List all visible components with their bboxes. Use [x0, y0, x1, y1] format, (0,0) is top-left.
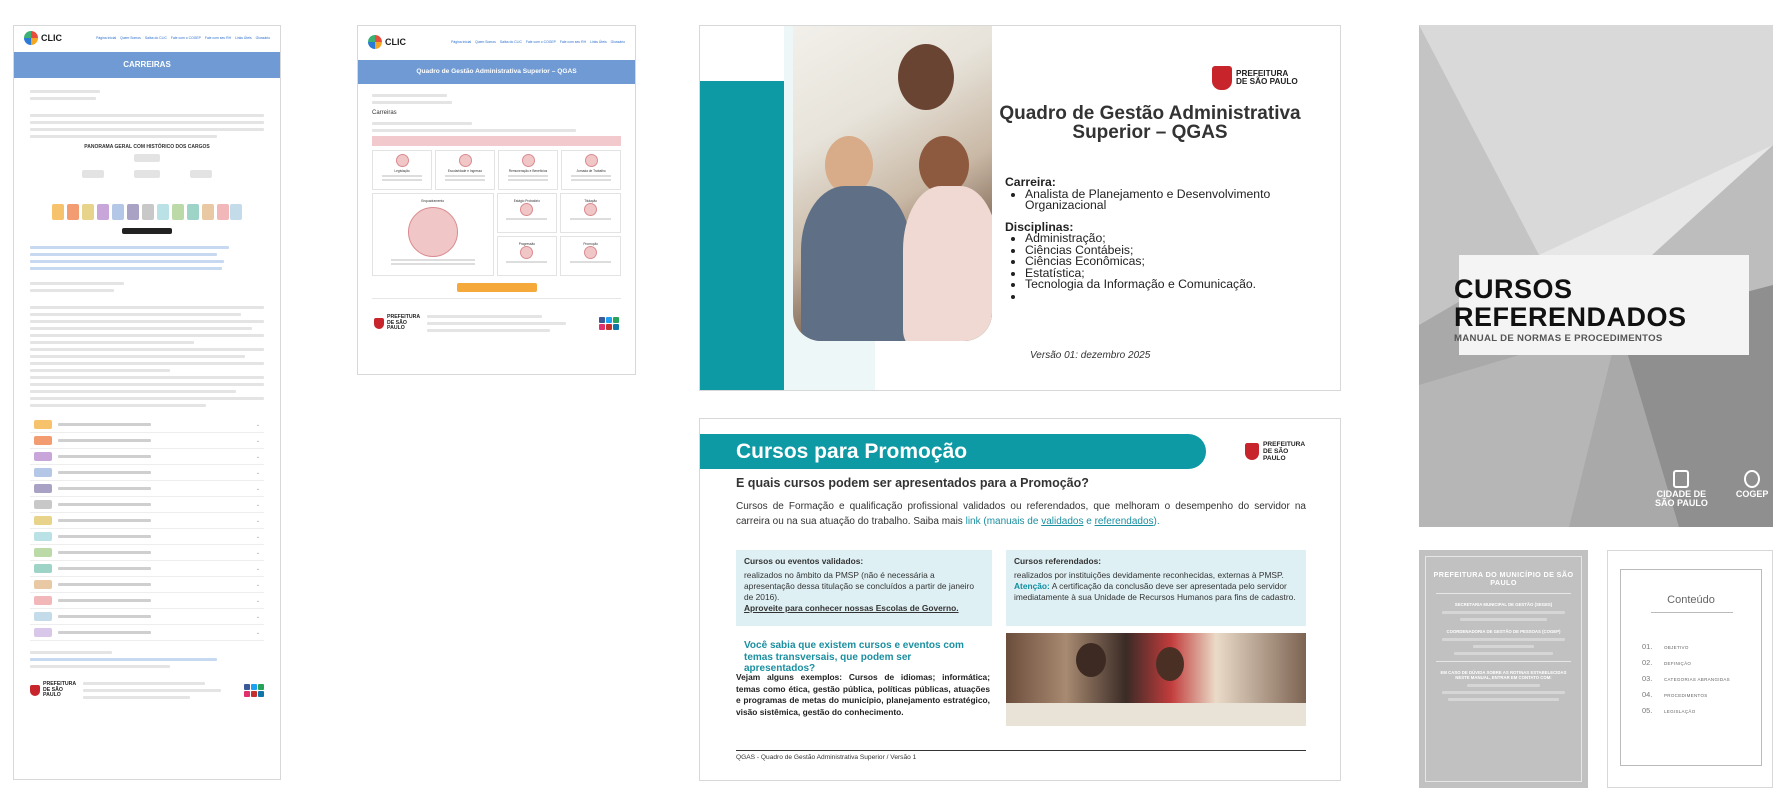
box-title: Cursos referendados: — [1014, 556, 1102, 566]
accordion-row[interactable] — [30, 545, 264, 561]
prefeitura-logo[interactable]: PREFEITURA DE SÃO PAULO — [1212, 66, 1298, 90]
bar-chart-icon — [520, 246, 533, 259]
page-banner: CARREIRAS — [14, 52, 280, 78]
did-you-know-title: Você sabia que existem cursos e eventos com temas transversais, que podem ser apresentados? — [744, 640, 964, 674]
disciplina-item: • Tecnologia da Informação e Comunicação. — [1025, 279, 1325, 291]
referendados-box: Cursos referendados: realizados por instituições devidamente reconhecidas, externas à PMSP. Atenção: A certificação da conclusão deve ser apresentada pelo servidor imediatamente à sua Unidade de Recursos Humanos para fins de cadastro. — [1006, 550, 1306, 626]
accordion-row[interactable] — [30, 513, 264, 529]
linkedin-icon[interactable] — [613, 324, 619, 330]
org-node — [97, 204, 109, 220]
person-figure — [903, 186, 992, 341]
cover-subtitle: MANUAL DE NORMAS E PROCEDIMENTOS — [1454, 333, 1663, 344]
clic-logo-icon — [368, 35, 382, 49]
manual-cover[interactable] — [1419, 25, 1773, 527]
sp-crest-icon — [1212, 66, 1232, 90]
accordion-label — [58, 487, 151, 490]
info-cards — [358, 150, 635, 190]
document-icon — [459, 154, 472, 167]
prefeitura-logo[interactable]: PREFEITURA DE SÃO PAULO — [30, 682, 75, 698]
accordion-row[interactable] — [30, 609, 264, 625]
career-tag-icon — [34, 596, 52, 605]
nav-link[interactable]: Fale com seu RH — [559, 40, 587, 44]
org-node — [52, 204, 64, 220]
site-header — [14, 26, 280, 50]
chart-title: PANORAMA GERAL COM HISTÓRICO DOS CARGOS — [84, 144, 210, 150]
disciplina-item — [1025, 291, 1325, 303]
cover-logos — [1655, 470, 1768, 508]
accordion-label — [58, 551, 151, 554]
whatsapp-icon[interactable] — [258, 684, 264, 690]
org-node — [67, 204, 79, 220]
career-tag-icon — [34, 564, 52, 573]
accordion-label — [58, 503, 151, 506]
carreira-list — [1025, 186, 1325, 212]
divider — [1436, 593, 1571, 594]
page-footer — [358, 305, 635, 342]
section-heading: SECRETARIA MUNICIPAL DE GESTÃO (SEGES) — [1454, 602, 1553, 607]
escolas-link[interactable]: Aproveite para conhecer nossas Escolas de Governo. — [744, 603, 959, 613]
top-nav — [451, 40, 625, 44]
career-tag-icon — [34, 484, 52, 493]
accordion-row[interactable] — [30, 561, 264, 577]
career-tag-icon — [34, 436, 52, 445]
card-enquadramento[interactable]: Enquadramento — [372, 193, 494, 276]
page-frame — [1620, 569, 1762, 766]
footer-text — [83, 678, 236, 703]
did-you-know-text: Vejam alguns exemplos: Cursos de idiomas; informática; temas como ética, gestão pública, políticas públicas, atuações e programas de metas do município, planejamento estratégico, visão sistêmica, gestão do conhecimento. — [736, 672, 991, 717]
chevron-down-icon: ⌄ — [255, 629, 261, 636]
org-node — [157, 204, 169, 220]
desk-shape — [1006, 703, 1306, 726]
nav-link[interactable]: Saiba do CLIC — [499, 40, 522, 44]
card-promocao[interactable]: Promoção — [560, 236, 621, 276]
disciplina-item: • Ciências Econômicas; — [1025, 256, 1325, 268]
card-escolaridade[interactable]: Escolaridade e Ingresso — [435, 150, 495, 190]
accordion-label — [58, 583, 151, 586]
chevron-down-icon: ⌄ — [255, 421, 261, 428]
accordion-label — [58, 519, 151, 522]
cover-photo — [793, 26, 992, 341]
manual-contents-page[interactable] — [1607, 550, 1773, 788]
page-title: PREFEITURA DO MUNICÍPIO DE SÃO PAULO — [1433, 570, 1574, 587]
accordion-row[interactable] — [30, 433, 264, 449]
site-header — [358, 30, 635, 54]
person-figure — [1156, 647, 1184, 681]
slide-body — [1005, 173, 1325, 302]
disciplina-item: • Estatística; — [1025, 268, 1325, 280]
cover-title: CURSOS REFERENDADOS — [1454, 274, 1687, 332]
checklist-icon — [520, 203, 533, 216]
slide-footer: QGAS - Quadro de Gestão Administrativa Superior / Versão 1 — [736, 750, 1306, 761]
slide-title: Quadro de Gestão Administrativa Superior – QGAS — [999, 103, 1301, 143]
chevron-down-icon: ⌄ — [255, 453, 261, 460]
alert-bar — [372, 136, 621, 146]
youtube-icon[interactable] — [251, 691, 257, 697]
graduation-icon — [584, 203, 597, 216]
section-heading: EM CASO DE DÚVIDA SOBRE AS ROTINAS ESTABELECIDAS NESTE MANUAL, ENTRAR EM CONTATO COM: — [1440, 670, 1567, 680]
money-icon — [522, 154, 535, 167]
accordion-row[interactable] — [30, 593, 264, 609]
prefeitura-logo[interactable]: PREFEITURA DE SÃO PAULO — [1245, 441, 1307, 462]
section-title: Carreiras — [372, 110, 397, 116]
toc-item[interactable]: 01. OBJETIVO — [1642, 642, 1689, 651]
twitter-icon[interactable] — [251, 684, 257, 690]
org-legend-bar — [122, 228, 172, 234]
career-tag-icon — [34, 532, 52, 541]
carreira-item: • Analista de Planejamento e Desenvolvimento Organizacional — [1025, 189, 1325, 212]
award-icon — [584, 246, 597, 259]
promo-intro: Cursos de Formação e qualificação profissional validados ou referendados, que melhoram o desempenho do servidor na carreira ou na sua atuação do trabalho. Saiba mais link (manuais de validados e referendados). — [736, 501, 1306, 527]
career-tag-icon — [34, 516, 52, 525]
validados-box: Cursos ou eventos validados: realizados no âmbito da PMSP (não é necessária a apresentação dessa titulação se concluídos a partir de janeiro de 2016). Aproveite para conhecer nossas Escolas de Governo. — [736, 550, 992, 626]
promo-question: E quais cursos podem ser apresentados para a Promoção? — [736, 476, 1089, 490]
instagram-icon[interactable] — [599, 324, 605, 330]
accordion-row[interactable] — [30, 625, 264, 641]
accordion-row[interactable] — [30, 481, 264, 497]
chevron-down-icon: ⌄ — [255, 501, 261, 508]
nav-link[interactable]: Links Úteis — [235, 36, 252, 40]
chevron-down-icon: ⌄ — [255, 485, 261, 492]
card-remuneracao[interactable]: Remuneração e Benefícios — [498, 150, 558, 190]
org-node — [187, 204, 199, 220]
accordion-label — [58, 471, 151, 474]
history-block — [14, 641, 280, 668]
contact-text — [1426, 684, 1581, 701]
org-node — [134, 154, 160, 162]
contents-title: Conteúdo — [1667, 594, 1715, 606]
nav-link[interactable]: Fale com o COGEP — [525, 40, 556, 44]
org-node — [82, 204, 94, 220]
city-crest-icon — [1673, 470, 1689, 488]
org-node — [190, 170, 212, 178]
toc-item[interactable]: 04. PROCEDIMENTOS — [1642, 690, 1708, 699]
social-links — [244, 684, 264, 697]
clic-logo-icon — [24, 31, 38, 45]
chevron-down-icon: ⌄ — [255, 613, 261, 620]
card-titulacao[interactable]: Titulação — [560, 193, 621, 233]
nav-link[interactable]: Página inicial — [451, 40, 472, 44]
address-text — [1426, 638, 1581, 655]
clic-logo[interactable]: CLIC — [368, 35, 406, 49]
accordion-label — [58, 439, 151, 442]
qgas-page-thumbnail[interactable] — [357, 25, 636, 375]
info-cards-large — [358, 190, 635, 279]
nav-link[interactable]: Glossário — [610, 40, 625, 44]
accordion-label — [58, 599, 151, 602]
scales-icon — [396, 154, 409, 167]
org-node — [142, 204, 154, 220]
cogep-logo[interactable]: COGEP — [1736, 470, 1769, 508]
sp-crest-icon — [1245, 443, 1259, 460]
links-block — [14, 236, 280, 407]
accordion-row[interactable] — [30, 465, 264, 481]
org-node — [112, 204, 124, 220]
person-figure — [801, 186, 911, 341]
career-tag-icon — [34, 500, 52, 509]
page-banner: Quadro de Gestão Administrativa Superior – QGAS — [358, 60, 635, 84]
toc-item[interactable]: 05. LEGISLAÇÃO — [1642, 706, 1696, 715]
accordion-label — [58, 455, 151, 458]
version-label: Versão 01: dezembro 2025 — [1030, 350, 1151, 361]
career-tag-icon — [34, 628, 52, 637]
twitter-icon[interactable] — [606, 317, 612, 323]
teal-accent — [700, 81, 784, 391]
org-node — [202, 204, 214, 220]
career-tag-icon — [34, 468, 52, 477]
section-bullets — [358, 122, 635, 132]
org-node — [230, 204, 242, 220]
linkedin-icon[interactable] — [258, 691, 264, 697]
career-tag-icon — [34, 548, 52, 557]
address-text — [1426, 611, 1581, 621]
toc-item[interactable]: 03. CATEGORIAS ABRANGIDAS — [1642, 674, 1730, 683]
table-of-contents — [1642, 642, 1730, 722]
nav-link[interactable]: Página inicial — [96, 36, 117, 40]
org-node — [172, 204, 184, 220]
nav-link[interactable]: Glossário — [255, 36, 270, 40]
manual-contacts-page[interactable] — [1419, 550, 1588, 788]
carreira-label: Carreira: — [1005, 175, 1056, 189]
chevron-down-icon: ⌄ — [255, 469, 261, 476]
toc-item[interactable]: 02. DEFINIÇÃO — [1642, 658, 1692, 667]
org-node — [82, 170, 104, 178]
facebook-icon[interactable] — [599, 317, 605, 323]
link-more[interactable]: link — [965, 516, 981, 527]
clic-logo[interactable]: CLIC — [24, 31, 62, 45]
org-node — [127, 204, 139, 220]
cogep-icon — [1744, 470, 1760, 488]
meta-text — [358, 84, 635, 104]
cta-button[interactable] — [457, 283, 537, 292]
accordion-label — [58, 631, 151, 634]
career-tag-icon — [34, 420, 52, 429]
nav-link[interactable]: Fale com o COGEP — [170, 36, 201, 40]
sp-crest-icon — [374, 318, 384, 329]
stairs-icon — [408, 207, 458, 257]
cidade-sp-logo[interactable]: CIDADE DE SÃO PAULO — [1655, 470, 1708, 508]
link-validados[interactable]: validados — [1041, 516, 1084, 527]
card-jornada[interactable]: Jornada de Trabalho — [561, 150, 621, 190]
nav-link[interactable]: Links Úteis — [590, 40, 607, 44]
box-title: Cursos ou eventos validados: — [744, 556, 864, 566]
person-figure — [898, 44, 954, 110]
accordion-label — [58, 535, 151, 538]
chevron-down-icon: ⌄ — [255, 437, 261, 444]
career-tag-icon — [34, 580, 52, 589]
chevron-down-icon: ⌄ — [255, 597, 261, 604]
accordion-label — [58, 615, 151, 618]
career-tag-icon — [34, 612, 52, 621]
nav-link[interactable]: Quem Somos — [120, 36, 141, 40]
footer-text — [427, 311, 591, 336]
accordion-row[interactable] — [30, 577, 264, 593]
carreiras-page-thumbnail[interactable] — [13, 25, 281, 780]
chevron-down-icon: ⌄ — [255, 533, 261, 540]
org-node — [217, 204, 229, 220]
facebook-icon[interactable] — [244, 684, 250, 690]
disciplinas-label: Disciplinas: — [1005, 219, 1074, 234]
social-links — [599, 317, 619, 330]
qgas-cover-slide[interactable] — [699, 25, 1341, 391]
accordion-row[interactable] — [30, 497, 264, 513]
youtube-icon[interactable] — [606, 324, 612, 330]
accordion-label — [58, 567, 151, 570]
classroom-photo — [1006, 633, 1306, 726]
card-legislacao[interactable]: Legislação — [372, 150, 432, 190]
top-nav — [96, 36, 270, 40]
accordion-row[interactable] — [30, 449, 264, 465]
nav-link[interactable]: Saiba do CLIC — [144, 36, 167, 40]
whatsapp-icon[interactable] — [613, 317, 619, 323]
career-tag-icon — [34, 452, 52, 461]
clock-icon — [585, 154, 598, 167]
accordion-label — [58, 423, 151, 426]
disciplina-item: • Ciências Contábeis; — [1025, 245, 1325, 257]
disciplinas-list — [1025, 233, 1325, 302]
divider — [1651, 612, 1733, 613]
person-figure — [1076, 643, 1106, 677]
careers-accordion — [14, 411, 280, 641]
link-referendados[interactable]: referendados — [1094, 516, 1154, 527]
divider — [1436, 661, 1571, 662]
page-footer — [14, 672, 280, 709]
career-org-chart — [52, 150, 242, 236]
nav-link[interactable]: Quem Somos — [475, 40, 496, 44]
card-progressao[interactable]: Progressão — [497, 236, 558, 276]
chevron-down-icon: ⌄ — [255, 581, 261, 588]
sp-crest-icon — [30, 685, 40, 696]
nav-link[interactable]: Fale com seu RH — [204, 36, 232, 40]
org-node — [134, 170, 160, 178]
prefeitura-logo[interactable]: PREFEITURA DE SÃO PAULO — [374, 315, 419, 331]
disciplina-item: • Administração; — [1025, 233, 1325, 245]
chevron-down-icon: ⌄ — [255, 565, 261, 572]
accordion-row[interactable] — [30, 417, 264, 433]
chevron-down-icon: ⌄ — [255, 549, 261, 556]
promotion-slide[interactable] — [699, 418, 1341, 781]
page-frame — [1425, 556, 1582, 782]
instagram-icon[interactable] — [244, 691, 250, 697]
chevron-down-icon: ⌄ — [255, 517, 261, 524]
slide-title: Cursos para Promoção — [700, 434, 1206, 469]
intro-text-block — [14, 78, 280, 138]
accordion-row[interactable] — [30, 529, 264, 545]
card-estagio[interactable]: Estágio Probatório — [497, 193, 558, 233]
section-heading: COORDENADORIA DE GESTÃO DE PESSOAS (COGEP) — [1446, 629, 1561, 634]
